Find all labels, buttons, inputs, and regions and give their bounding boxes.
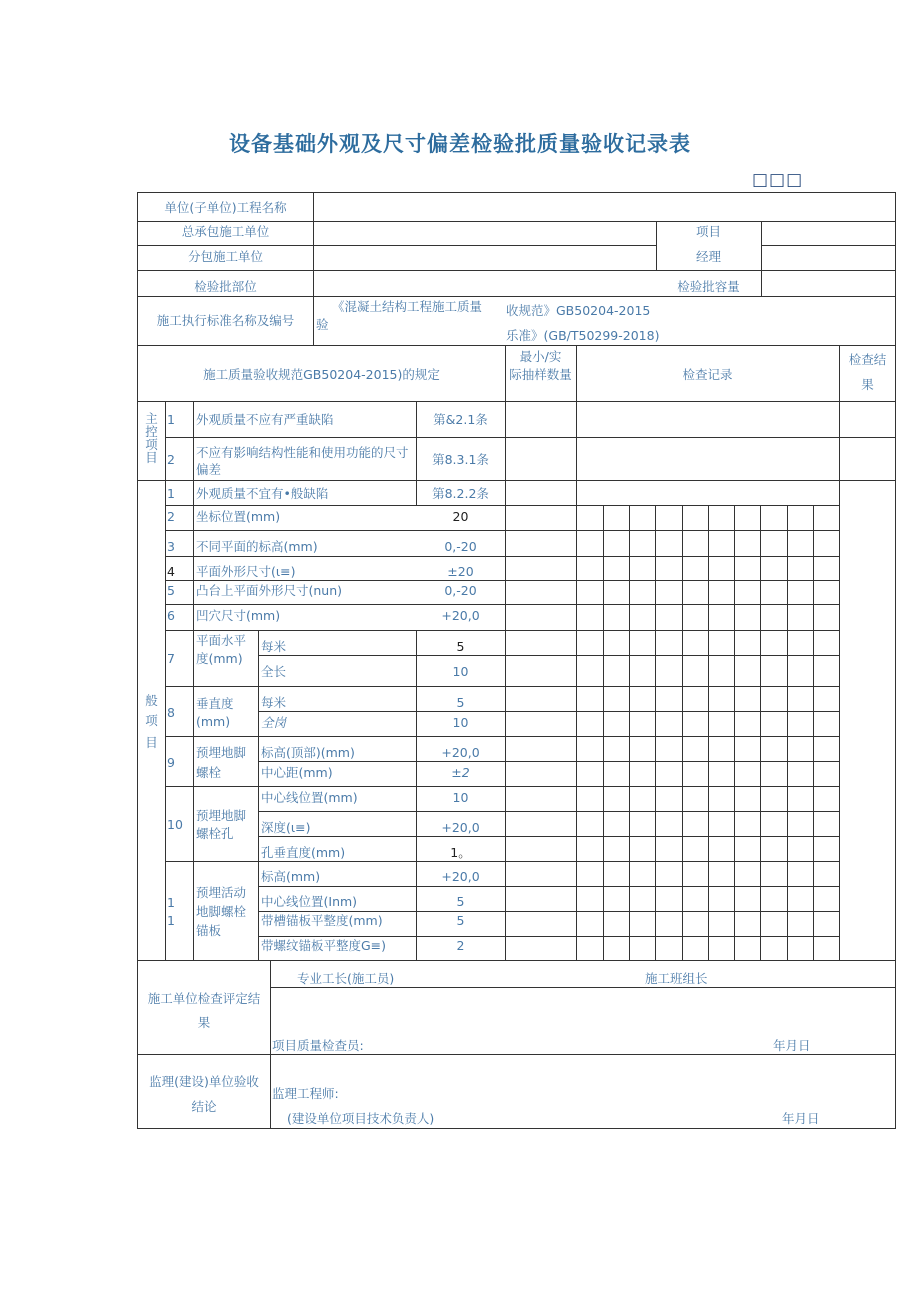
batch-location-label: 检验批部位 [194,279,257,294]
gen-item-value: +20,0 [441,608,480,623]
check-result-header-2: 果 [861,377,874,392]
gen-item-text: 预埋地脚 [196,745,247,760]
code-boxes: □□□ [752,170,804,190]
gen-item-text: 平面水平 [196,633,247,648]
gen-item-clause: 第8.2.2条 [432,486,489,501]
gen-item-text: 预埋地脚 [196,808,247,823]
gen-item-value: +20,0 [441,745,480,760]
gen-item-no: 4 [167,564,175,579]
gen-item-text: 度(mm) [196,651,243,666]
gen-item-value: 1。 [450,845,471,860]
standard-text-3: 乐准》(GB/T50299-2018) [506,328,660,343]
gen-item-text: 不同平面的标高(mm) [196,539,318,554]
gen-item-no: 10 [167,817,183,832]
gen-item-value: 10 [452,790,469,805]
check-record-header: 检查记录 [682,367,733,382]
mc-item-text: 外观质量不应有严重缺陷 [196,412,334,427]
project-manager-label-2: 经理 [695,249,721,264]
gen-sub-label: 全长 [261,664,287,679]
gen-item-value: 0,-20 [444,583,477,598]
standard-text-1b: 验 [316,317,329,332]
gen-item-value: +20,0 [441,820,480,835]
gen-item-value: 0,-20 [444,539,477,554]
gen-item-value: ±2 [451,765,470,780]
standard-label: 施工执行标准名称及编号 [156,313,295,328]
date-label-2: 年月日 [782,1111,820,1126]
project-manager-label: 项目 [695,224,721,239]
mc-item-text: 不应有影响结构性能和使用功能的尺寸偏差 [196,445,409,477]
gen-label-char: 般 [145,693,158,708]
gen-item-no: 1 [167,486,175,501]
gen-item-text: 平面外形尺寸(ι≡) [196,564,296,579]
gen-item-no: 5 [167,583,175,598]
gen-sub-label: 深度(ι≡) [261,820,311,835]
gen-item-value: ±20 [447,564,474,579]
mc-item-clause: 第&2.1条 [433,412,488,427]
gen-item-value: 5 [456,913,465,928]
general-contractor-label: 总承包施工单位 [181,224,270,239]
page-title: 设备基础外观及尺寸偏差检验批质量验收记录表 [229,132,691,156]
gen-item-text: 外观质量不宜有•般缺陷 [196,486,329,501]
construction-eval-label: 施工单位检查评定结 [147,991,261,1006]
gen-sub-label: 中心线位置(mm) [261,790,358,805]
gen-sub-label: 中心线位置(Inm) [261,894,358,909]
mc-label-char: 项 [145,437,158,452]
gen-sub-label: 孔垂直度(mm) [261,845,346,860]
gen-item-no: 6 [167,608,175,623]
gen-item-no: 8 [167,705,175,720]
supervisor-label: 监理工程师: [272,1086,339,1101]
standard-text-2: 收规范》GB50204-2015 [506,303,651,318]
gen-sub-label: 每米 [261,695,287,710]
mc-label-char: 目 [145,450,158,465]
gen-item-text: 锚板 [196,923,222,938]
gen-item-text: 地脚螺栓 [196,904,247,919]
mc-label-char: 控 [145,424,158,439]
gen-item-value: 5 [456,695,465,710]
gen-item-no-2: 1 [167,913,175,928]
gen-item-value: 5 [456,894,465,909]
gen-item-no: 3 [167,539,175,554]
gen-sub-label: 带螺纹锚板平整度G≡) [261,938,387,953]
construction-eval-label-2: 果 [197,1015,211,1030]
mc-item-no: 2 [167,452,175,467]
min-sample-header-2: 际抽样数量 [509,367,572,382]
gen-sub-label: 标高(顶部)(mm) [261,745,355,760]
batch-capacity-label: 检验批容量 [677,279,740,294]
mc-item-clause: 第8.3.1条 [432,452,489,467]
gen-item-no: 7 [167,651,175,666]
owner-tech-label: (建设单位项目技术负责人) [287,1111,435,1126]
spec-header: 施工质量验收规范GB50204-2015)的规定 [203,367,440,382]
gen-item-text: 垂直度 [196,696,234,711]
gen-sub-label: 带槽锚板平整度(mm) [261,913,383,928]
gen-sub-label: 全岗 [261,715,287,730]
gen-item-value: 2 [456,938,465,953]
gen-item-value: 10 [452,715,469,730]
mc-label-char: 主 [145,411,158,426]
gen-item-value: 5 [456,639,465,654]
gen-sub-label: 中心距(mm) [261,765,333,780]
gen-item-value: 10 [452,664,469,679]
gen-item-text: 预埋活动 [196,885,247,900]
gen-item-value: +20,0 [441,869,480,884]
quality-inspector-label: 项目质量检查员: [272,1038,364,1053]
gen-label-char: 目 [145,735,158,750]
gen-item-no: 1 [167,895,175,910]
check-result-header: 检查结 [848,352,887,367]
gen-label-char: 项 [145,713,158,728]
gen-item-no: 9 [167,755,175,770]
unit-name-label: 单位(子单位)工程名称 [164,200,287,215]
foreman-label: 专业工长(施工员) [297,971,395,986]
team-leader-label: 施工班组长 [645,971,708,986]
min-sample-header: 最小/实 [519,349,562,364]
gen-item-text: 坐标位置(mm) [196,509,281,524]
date-label: 年月日 [773,1038,811,1053]
gen-sub-label: 每米 [261,639,287,654]
gen-item-text: 螺栓孔 [196,826,234,841]
gen-item-value: 20 [452,509,469,524]
standard-text-1a: 《混凝土结构工程施工质量 [332,299,483,314]
gen-item-text: 凸台上平面外形尺寸(nun) [196,583,343,598]
mc-item-no: 1 [167,412,175,427]
gen-item-text: 螺栓 [196,765,222,780]
subcontractor-label: 分包施工单位 [187,249,263,264]
supervision-label-2: 结论 [191,1099,217,1114]
gen-item-text: (mm) [196,714,231,729]
gen-sub-label: 标高(mm) [261,869,321,884]
gen-item-no: 2 [167,509,175,524]
supervision-label: 监理(建设)单位验收 [149,1074,259,1089]
gen-item-text: 凹穴尺寸(mm) [196,608,281,623]
